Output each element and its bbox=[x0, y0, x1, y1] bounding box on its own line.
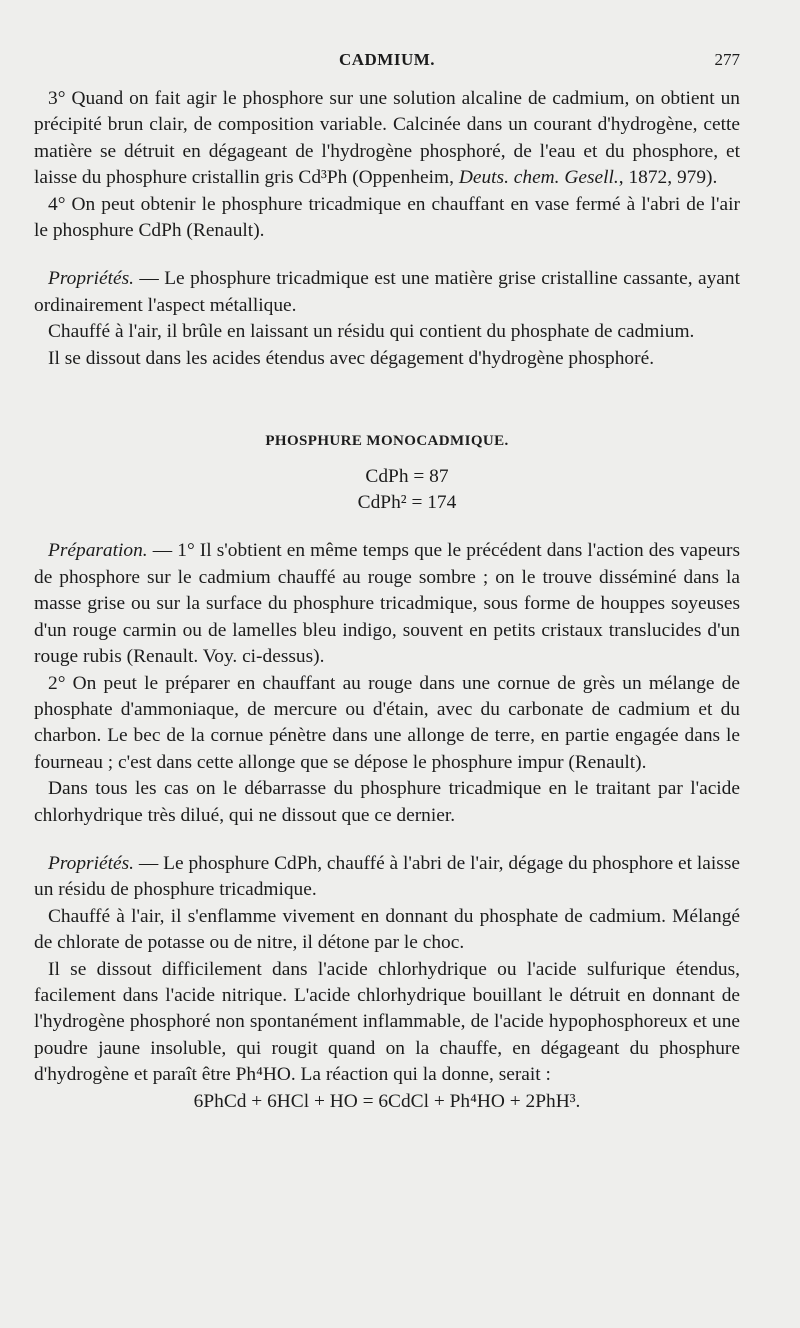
preparation-p1-text: — 1° Il s'obtient en même temps que le précédent dans l'action des vapeurs de phosphore sur le cadmium chauffé au rouge sombre ; on le trouve disséminé dans la masse grise ou sur la surface du phosphure tricadmique, sous forme de houppes soyeuses d'un rouge carmin ou de lamelles bleu indigo, souvent en petits cristaux translucides d'un rouge rubis (Renault. Voy. ci-dessus). bbox=[34, 540, 740, 668]
proprietes-label: Propriétés. bbox=[48, 268, 134, 290]
preparation-label: Préparation. bbox=[48, 540, 148, 562]
proprietes-text: — Le phosphure tricadmique est une matière grise cristalline cassante, ayant ordinairement l'aspect métallique. bbox=[34, 268, 740, 316]
proprietes-monocadmique-p2: Chauffé à l'air, il s'enflamme vivement en donnant du phosphate de cadmium. Mélangé de chlorate de potasse ou de nitre, il détone par le choc. bbox=[34, 905, 740, 954]
proprietes-tricadmique-p2: Chauffé à l'air, il brûle en laissant un résidu qui contient du phosphate de cadmium. bbox=[48, 321, 695, 343]
formula-line-2: CdPh² = 174 bbox=[357, 492, 457, 514]
section-title: PHOSPHURE MONOCADMIQUE. bbox=[265, 433, 509, 450]
reaction-equation: 6PhCd + 6HCl + HO = 6CdCl + Ph⁴HO + 2PhH³. bbox=[193, 1090, 581, 1112]
preparation-p2: 2° On peut le préparer en chauffant au rouge dans une cornue de grès un mélange de phosphate d'ammoniaque, de mercure ou d'étain, avec du carbonate de cadmium et du charbon. Le bec de la cornue pénètre dans une allonge de terre, en partie engagée dans le fourneau ; c'est dans cette allonge que se dépose le phosphure impur (Renault). bbox=[34, 672, 740, 773]
proprietes-2-label: Propriétés. bbox=[48, 852, 134, 874]
formula-line-1: CdPh = 87 bbox=[365, 466, 449, 488]
paragraph-3 bbox=[34, 86, 740, 192]
paragraph-3-text: 3° Quand on fait agir le phosphore sur une solution alcaline de cadmium, on obtient un précipité brun clair, de composition variable. Calcinée dans un courant d'hydrogène, cette matière se détruit en dégageant de l'hydrogène phosphoré, de l'eau et du phosphore, et laisse du phosphure cristallin gris Cd³Ph (Oppenheim, bbox=[34, 88, 740, 189]
running-title: CADMIUM. bbox=[338, 50, 436, 69]
page-body bbox=[34, 86, 740, 1115]
preparation-p3: Dans tous les cas on le débarrasse du phosphure tricadmique en le traitant par l'acide chlorhydrique très dilué, qui ne dissout que ce dernier. bbox=[34, 778, 740, 826]
proprietes-tricadmique-p3: Il se dissout dans les acides étendus avec dégagement d'hydrogène phosphoré. bbox=[48, 347, 655, 369]
preparation-p1 bbox=[34, 538, 740, 670]
page-number: 277 bbox=[714, 50, 740, 69]
paragraph-4: 4° On peut obtenir le phosphure tricadmique en chauffant en vase fermé à l'abri de l'air le phosphure CdPh (Renault). bbox=[34, 193, 740, 242]
proprietes-monocadmique-p3: Il se dissout difficilement dans l'acide chlorhydrique ou l'acide sulfurique étendus, facilement dans l'acide nitrique. L'acide chlorhydrique bouillant le détruit en donnant de l'hydrogène phosphoré non spontanément inflammable, de l'acide hypophosphoreux et une poudre jaune insoluble, qui rougit quand on la chauffe, en dégageant du phosphure d'hydrogène et paraît être Ph⁴HO. La réaction qui la donne, serait : bbox=[34, 958, 740, 1086]
journal-citation: Deuts. chem. Gesell. bbox=[458, 167, 619, 189]
page-header bbox=[34, 50, 740, 80]
proprietes-tricadmique bbox=[34, 266, 740, 319]
proprietes-monocadmique bbox=[34, 851, 740, 904]
formula-block bbox=[34, 464, 740, 516]
paragraph-3-end: , 1872, 979). bbox=[618, 167, 718, 189]
proprietes-2-text: — Le phosphure CdPh, chauffé à l'abri de l'air, dégage du phosphore et laisse un résidu de phosphure tricadmique. bbox=[34, 852, 740, 901]
